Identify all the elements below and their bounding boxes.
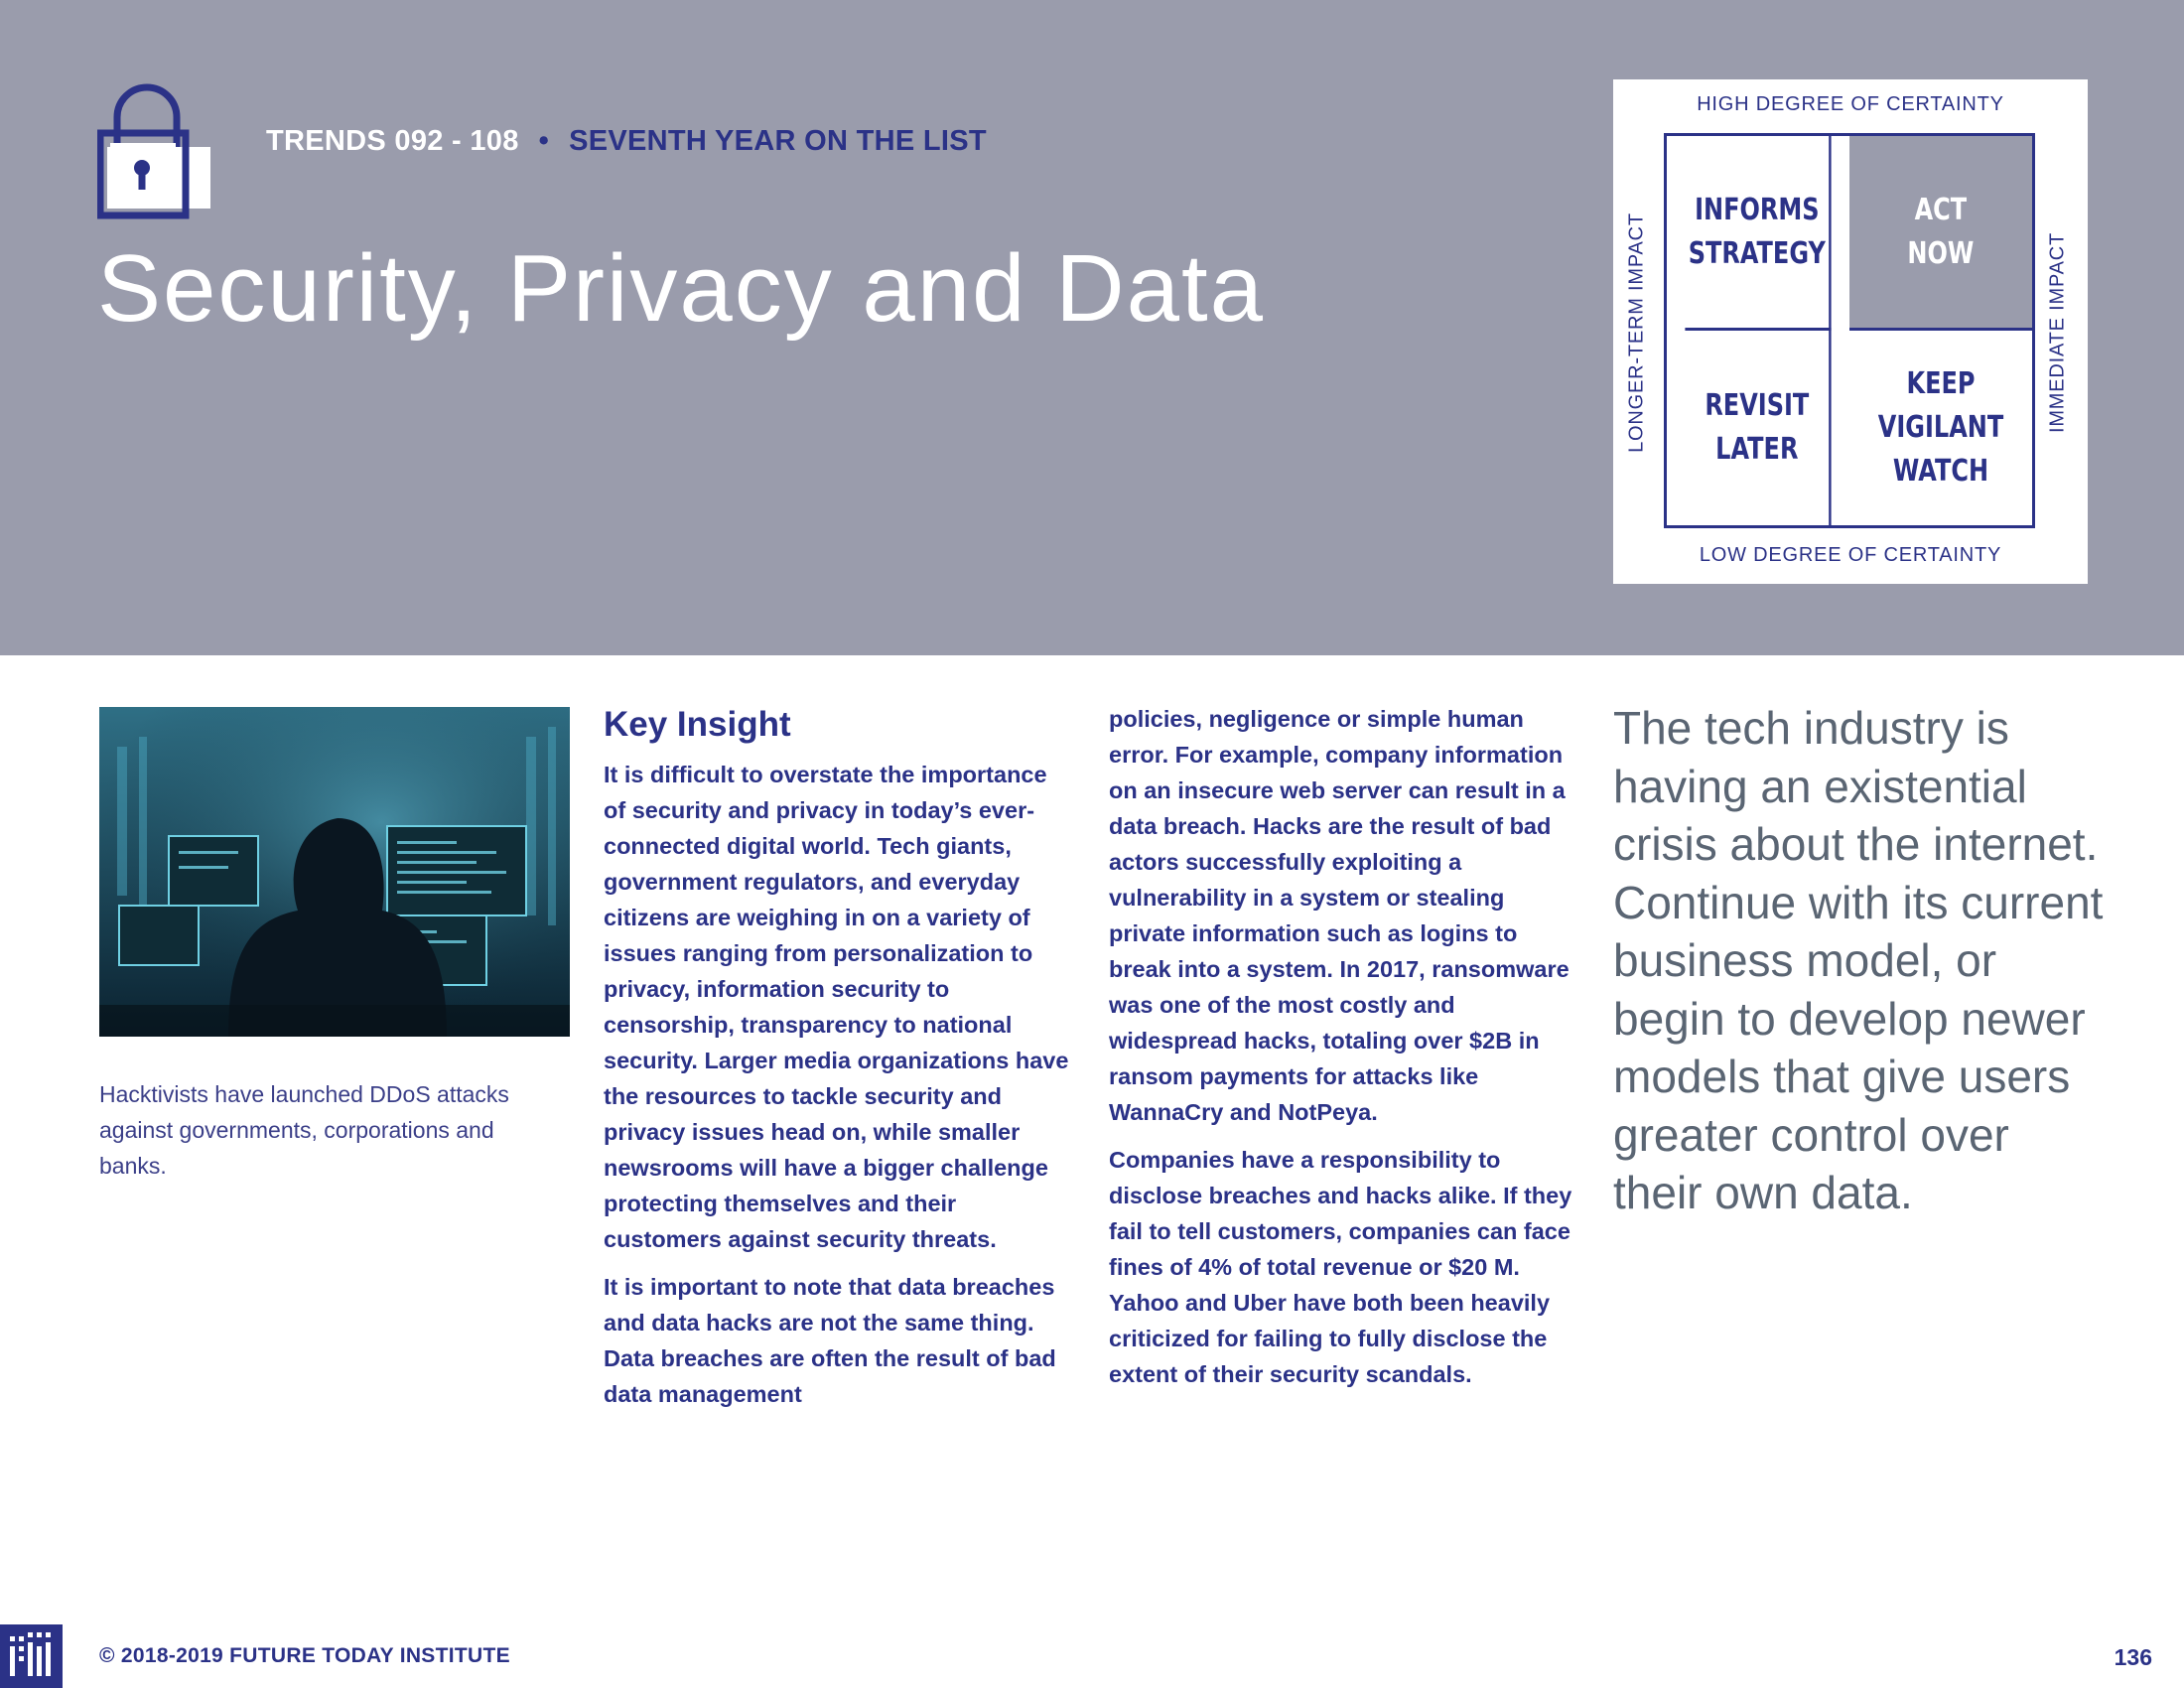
brand-notpeya: NotPeya [1278, 1099, 1372, 1125]
brand-uber: Uber [1233, 1290, 1287, 1316]
matrix-cell-act-now-label: ACT NOW [1907, 192, 1975, 271]
trend-line [266, 125, 987, 158]
article-column-2 [1109, 701, 1585, 1404]
matrix-grid [1664, 133, 2035, 528]
certainty-impact-matrix [1613, 79, 2088, 584]
trend-range: TRENDS 092 - 108 [266, 125, 519, 157]
matrix-right-label: IMMEDIATE IMPACT [2046, 231, 2069, 434]
matrix-cell-act-now [1849, 136, 2032, 331]
article-paragraph-2b [1109, 701, 1585, 1130]
header-band [0, 0, 2184, 655]
paragraph-2b-conjunction: and [1223, 1099, 1279, 1125]
pull-quote: The tech industry is having an existential crisis about the internet. Continue with its current business model, or begin to develop newer models that give users greater control over their own data. [1613, 702, 2104, 1218]
fti-logo-icon [0, 1624, 63, 1688]
article-paragraph-3 [1109, 1142, 1585, 1392]
paragraph-3-start: Companies have a responsibility to disclose breaches and hacks alike. If they fail to tell customers, companies can face fines of 4% of total revenue or $20 M. [1109, 1147, 1572, 1280]
separator-dot: • [538, 125, 550, 157]
article-column-1 [604, 703, 1075, 1424]
page-number: 136 [2114, 1644, 2152, 1670]
matrix-cell-keep-vigilant-watch: KEEP VIGILANT WATCH [1877, 366, 2004, 489]
matrix-top-label: HIGH DEGREE OF CERTAINTY [1697, 93, 2004, 115]
key-insight-heading: Key Insight [604, 705, 791, 744]
matrix-bottom-label: LOW DEGREE OF CERTAINTY [1699, 544, 2002, 566]
paragraph-2b-period: . [1371, 1099, 1378, 1125]
hacker-photo [99, 707, 570, 1037]
paragraph-3-end: have both been heavily criticized for failing to fully disclose the extent of their security scandals. [1109, 1290, 1551, 1387]
matrix-left-label: LONGER-TERM IMPACT [1625, 212, 1648, 453]
list-years: SEVENTH YEAR ON THE LIST [569, 125, 987, 157]
matrix-cell-revisit-later: REVISIT LATER [1685, 331, 1831, 525]
paragraph-2b-text: policies, negligence or simple human error. For example, company information on an insecure web server can result in a data breach. Hacks are the result of bad actors successfully exploiting a vulnerability in a system or stealing private information such as logins to break into a system. In 2017, ransomware was one of the most costly and widespread hacks, totaling over $2B in ransom payments for attacks like [1109, 706, 1570, 1089]
photo-caption: Hacktivists have launched DDoS attacks against governments, corporations and banks. [99, 1081, 509, 1179]
matrix-cell-informs-strategy: INFORMS STRATEGY [1685, 136, 1831, 331]
footer-copyright: © 2018-2019 FUTURE TODAY INSTITUTE [99, 1644, 510, 1667]
article-paragraph-1: It is difficult to overstate the importance of security and privacy in today’s ever-connected digital world. Tech giants, government regulators, and everyday citizens are weighing in on a variety of issues ranging from personalization to privacy, information security to censorship, transparency to national security. Larger media organizations have the resources to tackle security and privacy issues head on, while smaller newsrooms will have a bigger challenge protecting themselves and their customers against security threats. [604, 762, 1069, 1252]
paragraph-3-conjunction: and [1178, 1290, 1234, 1316]
padlock-icon [97, 81, 216, 220]
article-paragraph-2a: It is important to note that data breaches and data hacks are not the same thing. Data breaches are often the result of bad data management [604, 1274, 1056, 1407]
page-title: Security, Privacy and Data [97, 235, 1266, 342]
brand-yahoo: Yahoo [1109, 1290, 1179, 1316]
brand-wannacry: WannaCry [1109, 1099, 1224, 1125]
